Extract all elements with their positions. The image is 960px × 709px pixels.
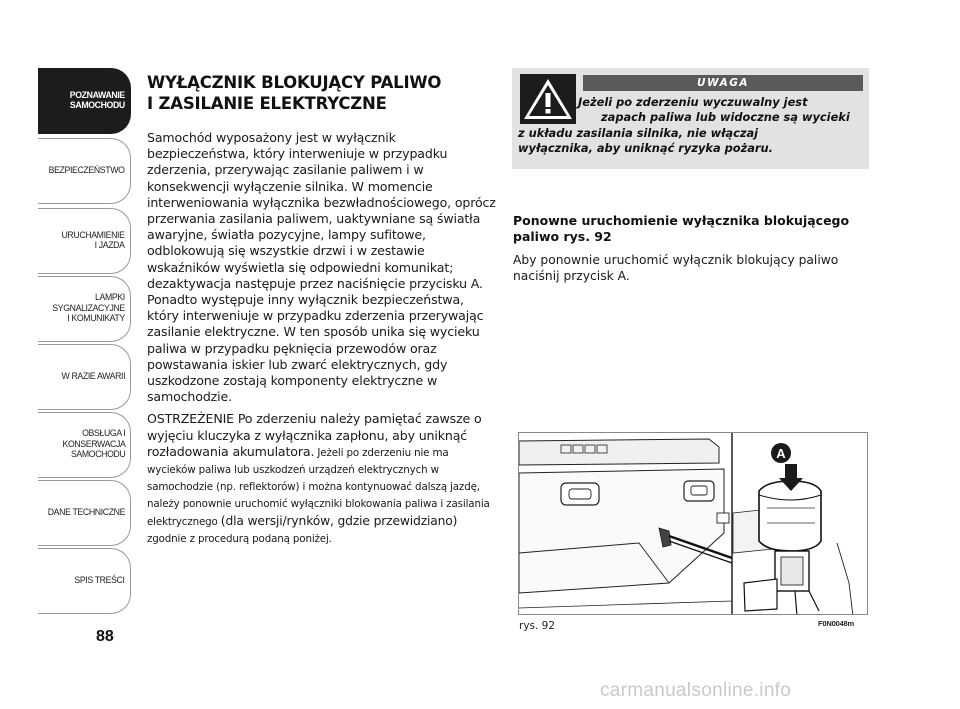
tab-obsluga-i-konserwacja[interactable] [38,412,131,478]
restart-heading: Ponowne uruchomienie wyłącznika blokującego paliwo rys. 92 [513,213,850,244]
fuel-switch-illustration [519,433,868,615]
warning-text [518,95,863,156]
callout-a-label: A [776,446,786,461]
section-title [147,72,487,114]
warning-line3: z układu zasilania silnika, nie włączaj [518,125,759,140]
note-main: OSTRZEŻENIE Po zderzeniu należy pamiętać zawsze o wyjęciu kluczyka z wyłącznika zapłonu, aby uniknąć rozładowania akumulatora. [147,411,482,459]
tab-uruchamienie-i-jazda[interactable] [38,208,131,274]
tab-label: LAMPKI SYGNALIZACYJNE I KOMUNIKATY [52,292,125,325]
tab-poznawanie-samochodu[interactable] [38,68,131,134]
restart-body: Aby ponownie uruchomić wyłącznik blokujący paliwo naciśnij przycisk A. [513,253,839,283]
figure-caption: rys. 92 [519,620,556,632]
warning-label: UWAGA [583,75,863,91]
tab-label: POZNAWANIE SAMOCHODU [69,89,125,111]
tab-label: OBSŁUGA I KONSERWACJA SAMOCHODU [62,428,125,461]
note-versions: (dla wersji/rynków, gdzie przewidziano) [220,513,458,528]
warning-box [512,68,869,169]
tab-w-razie-awarii[interactable] [38,344,131,410]
warning-line2: zapach paliwa lub widoczne są wycieki [601,110,850,125]
tab-spis-tresci[interactable] [38,548,131,614]
paragraph-description: Samochód wyposażony jest w wyłącznik bezpieczeństwa, który interweniuje w przypadku zderzenia, przerywając zasilanie paliwem i w konsekwencji wyłączenie silnika. W momencie interweniowania wyłącznika bezwładnościowego, oprócz przerwania zasilania paliwem, uaktywniane są światła awaryjne, światła pozycyjne, lampy sufitowe, odblokowują się wszystkie drzwi i w zestawie wskaźników wyświetla się odpowiedni komunikat; dezaktywacja następuje przez naciśnięcie przycisku A. Ponadto występuje inny wyłącznik bezpieczeństwa, który interweniuje w przypadku zderzenia przerywając zasilanie elektryczne. W ten sposób unika się wycieku paliwa w przypadku pęknięcia przewodów oraz powstawania iskier lub zwarć elektrycznych, gdy uszkodzone zostają komponenty elektryczne w samochodzie. [147,130,496,405]
paragraph-warning-note [147,411,499,547]
section-body [147,130,499,553]
tab-label: DANE TECHNICZNE [47,506,125,518]
tab-label: SPIS TREŚCI [74,574,125,586]
tab-label: BEZPIECZEŃSTWO [49,164,125,176]
section-title-line1: WYŁĄCZNIK BLOKUJĄCY PALIWO [147,73,442,92]
note-small: Jeżeli po zderzeniu nie ma wycieków paliwa lub uszkodzeń urządzeń elektrycznych w samochodzie (np. reflektorów) i można kontynuować dalszą jazdę, należy ponownie uruchomić wyłączniki blokowania paliwa i zasilania elektrycznego [147,446,490,528]
warning-line4: wyłącznika, aby uniknąć ryzyka pożaru. [518,140,773,155]
figure-code: F0N0048m [818,619,854,628]
note-end: zgodnie z procedurą podaną poniżej. [147,532,332,545]
watermark: carmanualsonline.info [600,680,792,701]
section-title-line2: I ZASILANIE ELEKTRYCZNE [147,94,387,113]
page-number: 88 [96,628,114,645]
warning-line1: Jeżeli po zderzeniu wyczuwalny jest [578,95,808,109]
tab-lampki-sygnalizacyjne[interactable] [38,276,131,342]
tab-label: URUCHAMIENIE I JAZDA [61,229,125,251]
figure-fuel-cutoff-switch [518,432,868,615]
tab-dane-techniczne[interactable] [38,480,131,546]
tab-bezpieczenstwo[interactable] [38,138,131,204]
tab-label: W RAZIE AWARII [61,370,125,382]
